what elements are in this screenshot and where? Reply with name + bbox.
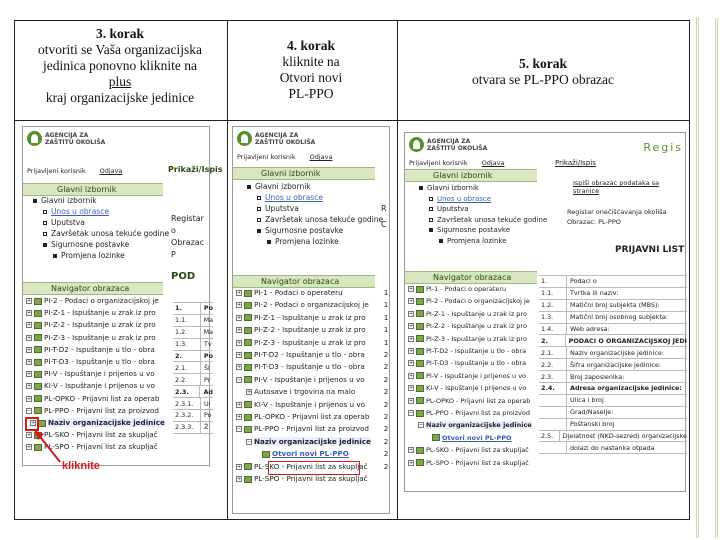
tree-item[interactable]: − PL-PPO - Prijavni list za proizvod [409,409,530,418]
row-divider [15,120,689,121]
form-row-number: 2.5. [539,431,560,442]
open-new-pl-ppo-link[interactable]: Otvori novi PL-PPO [236,448,371,460]
main-menu [247,181,383,247]
tree-item[interactable]: + PL-SPO - Prijavni list za skupljač [27,442,158,452]
tree-item[interactable]: + PI-T-D3 - Ispuštanje u tlo - obra [237,362,365,372]
form-row-number: 2.4. [539,383,567,394]
menu-item[interactable]: Unos u obrasce [247,192,383,203]
tree-item[interactable]: + PL-OPKO - Prijavni list za operab [27,393,160,403]
tree-item[interactable]: + PI-Z-2 - Ispuštanje u zrak iz pro [27,320,156,330]
tree-item[interactable]: + PI-1 - Podaci o operateru [409,285,507,293]
step-4-line: PL-PPO [288,86,334,101]
form-row [539,324,687,336]
tree-item[interactable]: + PL-SPO - Prijavni list za skupljač [409,458,529,467]
tree-item[interactable]: + PI-T-D2 - Ispuštanje u tlo - obra [237,350,365,360]
print-link[interactable]: Prikaži/Ispis [168,165,223,174]
pl-ppo-form [539,275,687,454]
main-menu-header: Glavni izbornik [233,167,375,180]
form-row-label: Matični broj subjekta (MBS): [570,301,660,310]
menu-item[interactable]: Unos u obrasce [33,206,169,217]
agency-logo: AGENCIJA ZA ZAŠTITU OKOLIŠA [409,137,487,152]
click-hint: kliknite [62,460,100,472]
tree-item[interactable]: − PL-PPO - Prijavni list za proizvod [237,424,369,434]
tree-item[interactable]: + PL-SKO - Prijavni list za skupljač [237,461,368,471]
menu-item[interactable]: Završetak unosa tekuće godine [419,215,547,226]
form-row-label: Podaci o [570,277,597,286]
form-row-number [539,419,567,430]
tree-item[interactable]: + Autosave i trgovina na malo [247,387,356,397]
tree-item[interactable]: + PI-Z-3 - Ispuštanje u zrak iz pro [27,332,156,342]
form-row-number: 1.1. [539,288,567,299]
menu-item[interactable]: Promjena lozinke [33,250,169,261]
tree-item[interactable]: − PL-PPO - Prijavni list za proizvod [27,405,159,415]
form-row [539,395,687,407]
open-new-pl-ppo-link[interactable]: Otvori novi PL-PPO [408,432,532,444]
form-row [539,407,687,419]
menu-item[interactable]: Glavni izbornik [419,183,547,194]
tree-item[interactable]: + PI-Z-2 - Ispuštanje u zrak iz pro [409,322,527,331]
form-row-label: Matični broj osobnog subjekta: [570,313,669,322]
tree-item[interactable]: + PL-SKO - Prijavni list za skupljač [27,430,158,440]
menu-item[interactable]: Uputstva [247,203,383,214]
main-menu-header: Glavni izbornik [23,183,163,196]
menu-item[interactable]: Završetak unosa tekuće godine [33,228,169,239]
step-3-underlined: plus [108,74,132,89]
tree-item[interactable]: + PI-T-D3 - Ispuštanje u tlo - obra [27,357,155,367]
tree-item-org-unit[interactable]: − Naziv organizacijske jedinice [247,436,371,446]
navigator-header: Navigator obrazaca [23,282,163,295]
navigator-header: Navigator obrazaca [233,275,375,288]
tree-item-org-unit[interactable]: + Naziv organizacijske jedinice [31,418,165,428]
step-5-caption [398,56,688,88]
menu-item[interactable]: Glavni izbornik [33,195,169,206]
tree-item[interactable]: + PI-Z-1 - Ispuštanje u zrak iz pro [237,312,366,322]
menu-item[interactable]: Promjena lozinke [247,236,383,247]
registry-preview: Registar o Obrazac P POD [171,214,205,282]
form-row-label: dolazi do nastanka otpada [570,443,655,452]
form-row [539,419,687,431]
form-title: PRIJAVNI LIST [615,245,685,255]
form-row-label: Šifra organizacijske jedinice: [570,360,661,369]
step-5-screenshot [404,132,686,492]
form-row [539,442,687,454]
form-row [539,276,687,288]
form-row-number [539,442,567,453]
tree-item[interactable]: + PI-1 - Podaci o operateru [237,288,343,297]
menu-item[interactable]: Glavni izbornik [247,181,383,192]
leaf-icon [409,137,424,152]
tree-item[interactable]: + PI-T-D2 - Ispuštanje u tlo - obra [27,344,155,354]
form-row-number [539,395,567,406]
user-label: Prijavljeni korisnik [27,167,86,175]
tree-item[interactable]: + PL-OPKO - Prijavni list za operab [237,412,370,422]
form-row-label: Ulica i broj [570,396,604,405]
form-preview: 1. Po 1.1. Ma 1.2. Ma 1.3. Tv 2. Po 2.1. Ši 2.2. Pr 2.3. Ad 2.3.1. Ul 2.3.2. Po 2.3.3. Ž [173,302,213,434]
agency-logo: AGENCIJA ZA ZAŠTITU OKOLIŠA [237,131,315,146]
tree-item[interactable]: + PI-T-D3 - Ispuštanje u tlo - obra [409,359,527,368]
registry-letters: R C [381,204,387,229]
logout-link[interactable]: Odjava [309,153,333,161]
logout-link[interactable]: Odjava [481,159,505,167]
menu-item[interactable]: Uputstva [419,204,547,215]
step-4-title: 4. korak [286,38,335,53]
form-row [539,383,687,395]
form-row [539,431,687,443]
menu-item[interactable]: Unos u obrasce [419,194,547,205]
form-row-number: 2.3. [539,371,567,382]
agency-logo: AGENCIJA ZA ZAŠTITU OKOLIŠA [27,131,105,146]
menu-item[interactable]: Sigurnosne postavke [247,225,383,236]
form-row-number: 2.2. [539,359,567,370]
main-menu [419,183,547,246]
navigator-header: Navigator obrazaca [405,271,537,284]
decorative-side-bar [696,18,718,538]
main-menu [33,195,169,261]
step-3-line: jedinica ponovno kliknite na [42,58,198,73]
menu-item[interactable]: Uputstva [33,217,169,228]
step-3-caption [16,26,224,106]
tree-item[interactable]: + PL-SKO - Prijavni list za skupljač [409,446,529,455]
form-row [539,371,687,383]
form-row [539,347,687,359]
registry-header: Regis [643,141,683,154]
navigator-tree [236,287,371,486]
tree-item[interactable]: + PI-2 - Podaci o organizacijskoj je [409,297,530,306]
leaf-icon [237,131,252,146]
tree-item-org-unit[interactable]: − Naziv organizacijske jedinice [419,421,532,430]
form-row-number: 1.3. [539,312,567,323]
menu-item[interactable]: Promjena lozinke [419,236,547,247]
tree-item[interactable]: − PI-V - Ispuštanje i prijenos u vo [237,374,365,384]
form-row-label: Adresa organizacijske jedinice: [570,384,682,393]
main-menu-header: Glavni izbornik [405,169,537,182]
print-sub-link[interactable]: Ispiši obrazac podataka sa stranice [573,179,660,195]
form-row [539,335,687,347]
column-divider [397,21,398,519]
tree-item[interactable]: + PI-Z-1 - Ispuštanje u zrak iz pro [409,309,527,318]
open-new-highlight [268,461,360,475]
step-4-caption [228,38,394,102]
step-3-screenshot [22,126,223,466]
form-row [539,312,687,324]
step-4-line: kliknite na [282,54,340,69]
tree-item[interactable]: + KI-V - Ispuštanje i prijenos u vo [409,384,527,393]
form-row-label: Naziv organizacijske jedinice: [570,348,664,357]
tree-item[interactable]: + PI-2 - Podaci o organizacijskoj je [27,296,159,305]
form-row [539,300,687,312]
form-row-label: Tvrtka ili naziv: [570,289,619,298]
form-row [539,359,687,371]
navigator-tree [408,283,532,469]
form-row-number: 1.2. [539,300,567,311]
form-row-label: Grad/Naselje: [570,408,614,417]
tree-item[interactable]: + PI-Z-2 - Ispuštanje u zrak iz pro [237,325,366,335]
tree-item[interactable]: + PI-Z-3 - Ispuštanje u zrak iz pro [409,334,527,343]
step-3-line: otvoriti se Vaša organizacijska [37,42,203,57]
registry-info: Registar onečišćavanja okoliša Obrazac: PL-PPO [567,208,667,226]
step-5-title: 5. korak [518,56,567,71]
menu-item[interactable]: Sigurnosne postavke [33,239,169,250]
step-3-title: 3. korak [95,26,144,41]
leaf-icon [27,131,42,146]
user-label: Prijavljeni korisnik [409,159,468,167]
form-row-number: 1. [539,276,567,287]
tree-item[interactable]: + PI-V - Ispuštanje i prijenos u vo [27,369,155,379]
form-row-label: Broj zaposlenika: [570,372,625,381]
form-row-number: 2. [539,335,566,346]
step-5-line: otvara se PL-PPO obrazac [471,72,615,87]
tree-item[interactable]: + PI-Z-1 - Ispuštanje u zrak iz pro [27,308,156,318]
step-4-screenshot [232,126,390,514]
logout-link[interactable]: Odjava [99,167,123,175]
form-row-label: PODACI O ORGANIZACIJSKOJ JEDI [568,336,687,345]
form-row-number [539,407,567,418]
step-4-line: Otvori novi [279,70,343,85]
tree-item[interactable]: + PL-SPO - Prijavni list za skupljač [237,474,368,484]
print-link[interactable]: Prikaži/Ispis [555,159,596,167]
form-row-label: Poštanski broj [570,420,615,429]
menu-item[interactable]: Sigurnosne postavke [419,225,547,236]
tree-item[interactable]: + KI-V - Ispuštanje i prijenos u vo [237,399,365,409]
tree-item[interactable]: + PI-Z-3 - Ispuštanje u zrak iz pro [237,337,366,347]
tree-item[interactable]: + KI-V - Ispuštanje i prijenos u vo [27,381,155,391]
menu-item[interactable]: Završetak unosa tekuće godine [247,214,383,225]
form-row-number: 1.4. [539,324,567,335]
step-3-line: kraj organizacijske jedinice [45,90,195,105]
user-label: Prijavljeni korisnik [237,153,296,161]
row-numbers: 1 1 1 1 1 2 2 2 2 2 2 2 2 2 2 [383,288,389,471]
form-row-label: Web adresa: [570,325,610,333]
tree-item[interactable]: + PI-V - Ispuštanje i prijenos u vo [409,371,527,380]
form-row-label: Djelatnost (NKD-sezred) organizacijske [562,432,687,441]
tree-item[interactable]: + PI-2 - Podaci o organizacijskoj je [237,300,369,310]
form-row-number: 2.1. [539,347,567,358]
tree-item[interactable]: + PI-T-D2 - Ispuštanje u tlo - obra [409,347,527,356]
form-row [539,288,687,300]
tree-item[interactable]: + PL-OPKO - Prijavni list za operab [409,396,531,405]
